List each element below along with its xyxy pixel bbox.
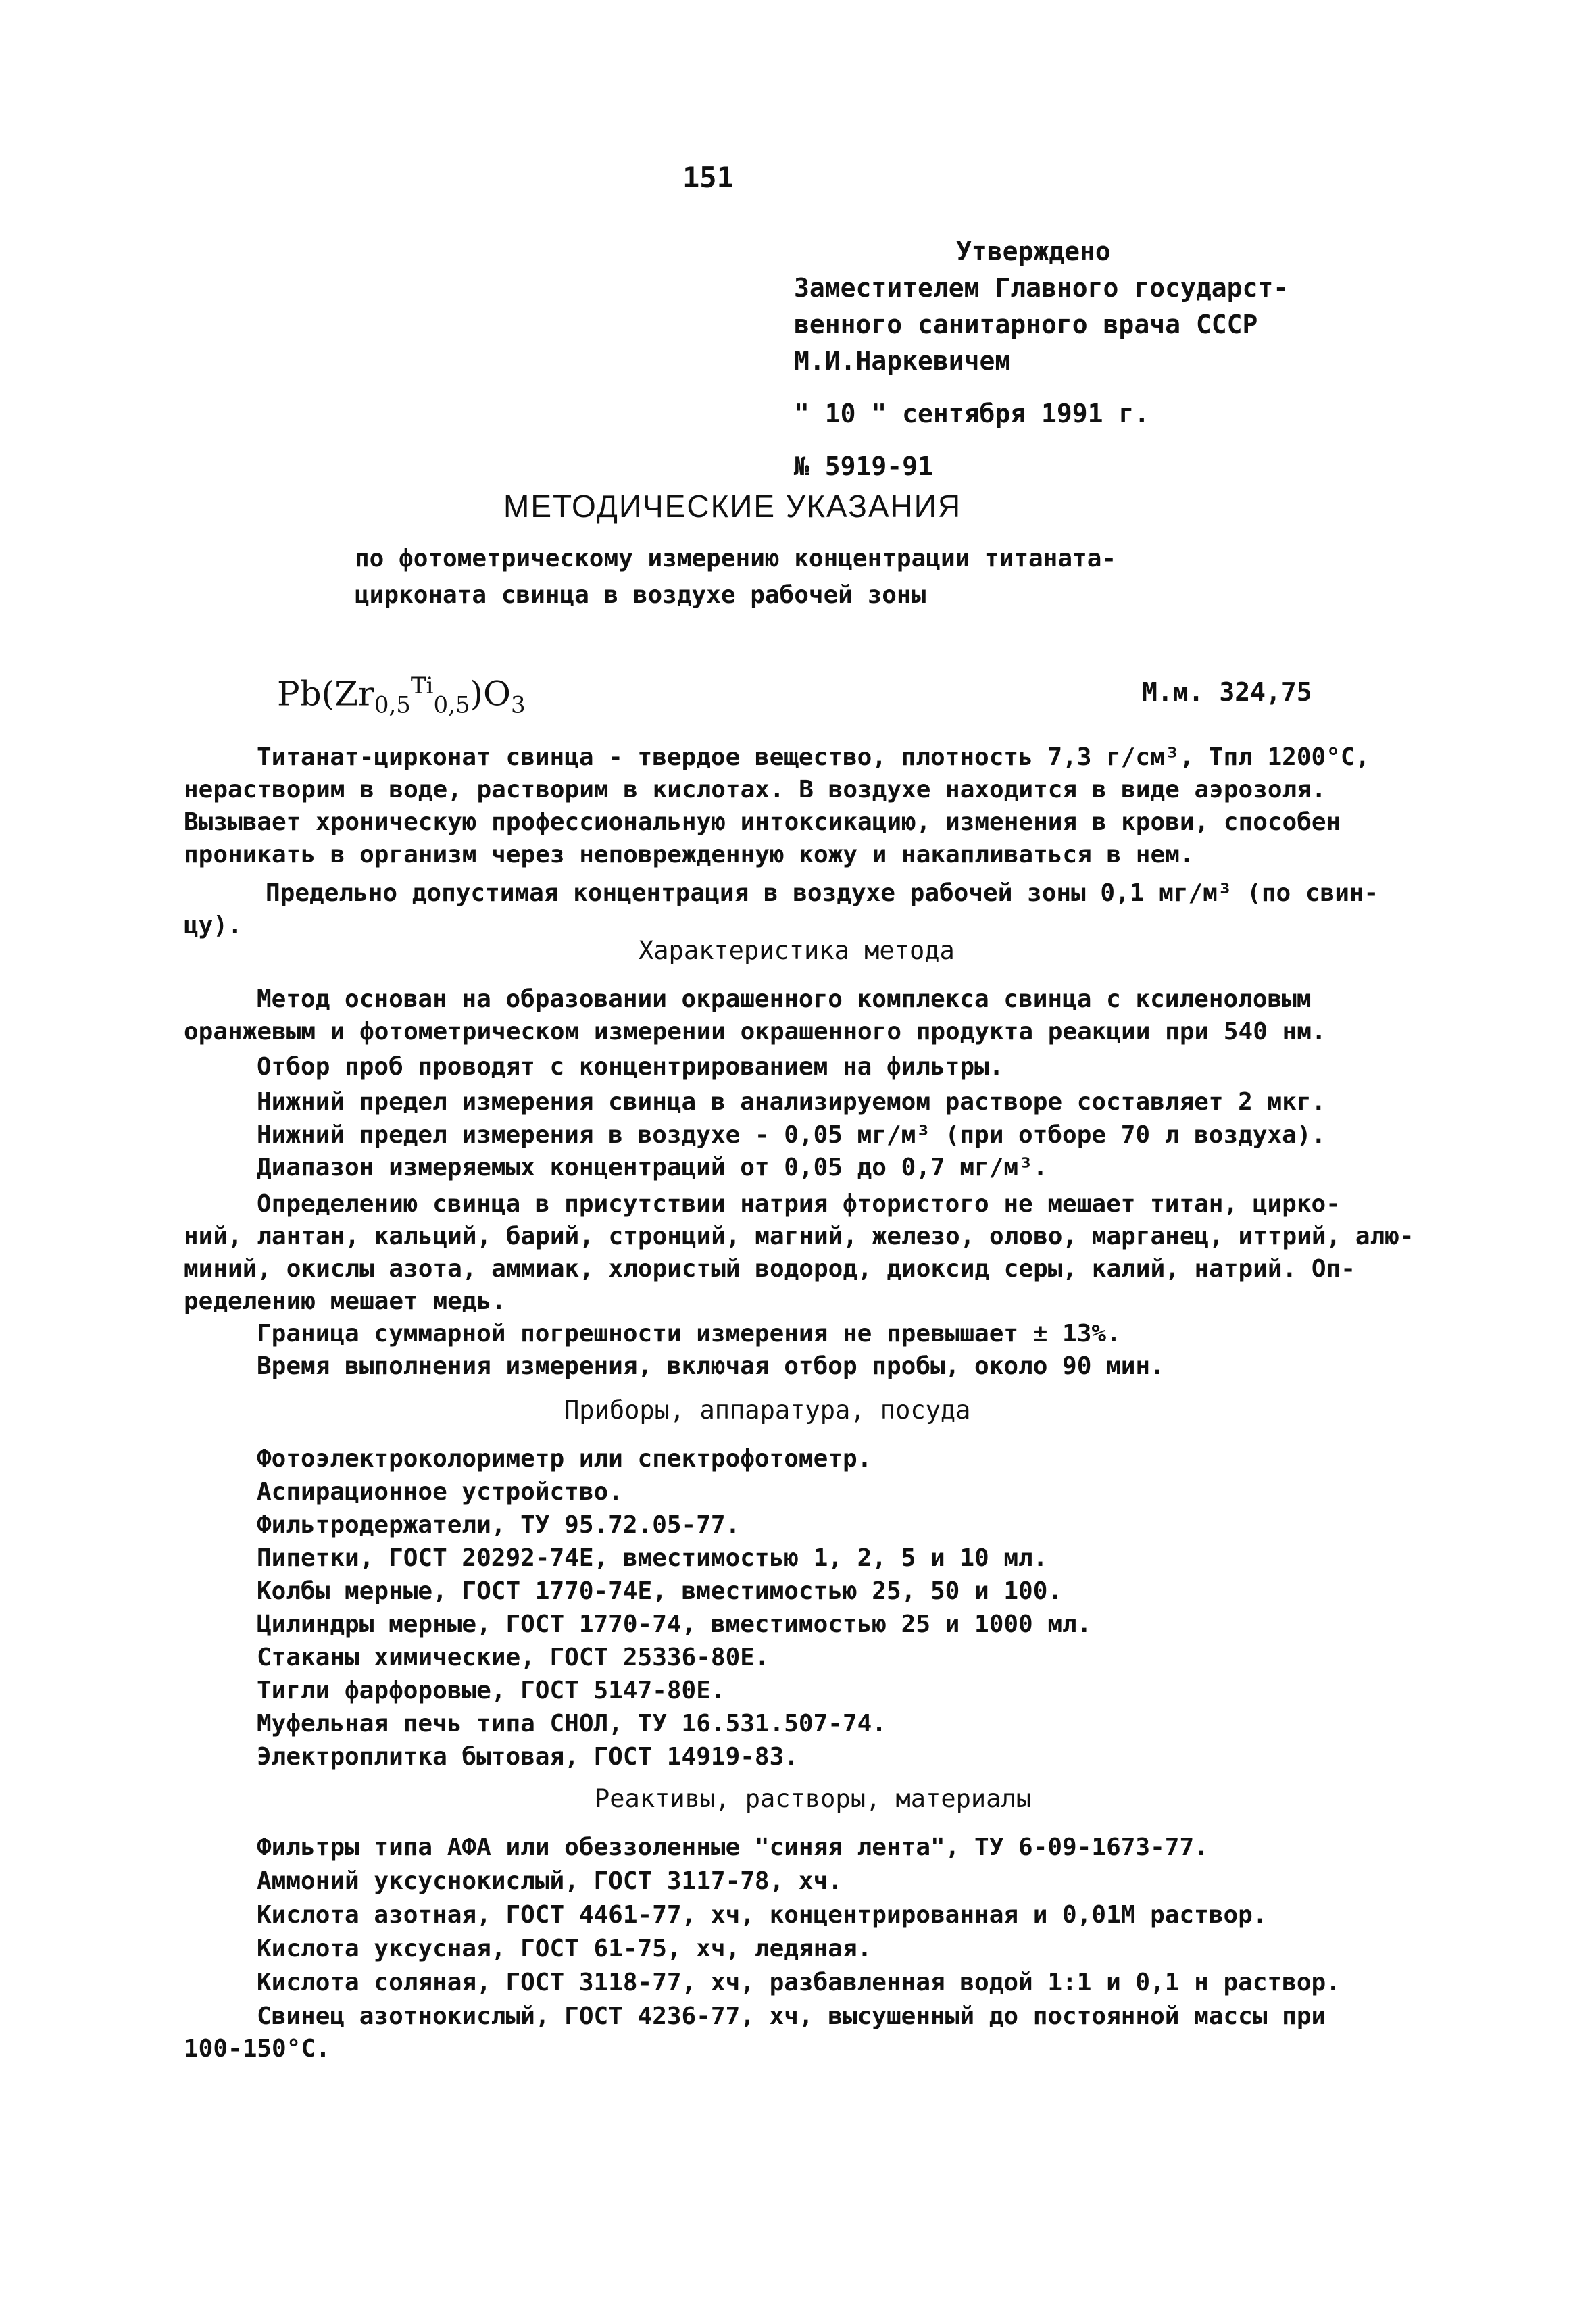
list-item: Фотоэлектроколориметр или спектрофотометр. [257,1445,872,1473]
list-item: Стаканы химические, ГОСТ 25336-80Е. [257,1644,770,1671]
formula-part: )O [470,674,512,714]
section-title: Приборы, аппаратура, посуда [564,1396,971,1425]
text-line: Определению свинца в присутствии натрия фтористого не мешает титан, цирко- [257,1190,1341,1218]
text-line: Титанат-цирконат свинца - твердое вещество, плотность 7,3 г/см³, Тпл 1200°С, [257,743,1370,771]
list-item: Кислота уксусная, ГОСТ 61-75, хч, ледяная. [257,1935,872,1963]
list-item: Колбы мерные, ГОСТ 1770-74Е, вместимостью 25, 50 и 100. [257,1577,1063,1605]
text-line: проникать в организм через неповрежденную кожу и накапливаться в нем. [184,841,1195,868]
text-line: Отбор проб проводят с концентрированием на фильтры. [257,1053,1004,1081]
list-item: Кислота азотная, ГОСТ 4461-77, хч, концентрированная и 0,01М раствор. [257,1901,1268,1929]
text-line: Диапазон измеряемых концентраций от 0,05 до 0,7 мг/м³. [257,1154,1048,1181]
text-line: Нижний предел измерения свинца в анализируемом растворе составляет 2 мкг. [257,1088,1326,1116]
text-line: ределению мешает медь. [184,1287,506,1315]
list-item: Фильтры типа АФА или обеззоленные "синяя лента", ТУ 6-09-1673-77. [257,1833,1209,1861]
section-title: Характеристика метода [639,936,955,965]
text-line: ний, лантан, кальций, барий, стронций, магний, железо, олово, марганец, иттрий, алю- [184,1223,1414,1250]
list-item: Тигли фарфоровые, ГОСТ 5147-80Е. [257,1677,726,1704]
formula-subscript: 0,5 [374,691,411,719]
approval-line: венного санитарного врача СССР [794,310,1258,339]
formula-subscript: 3 [511,691,526,719]
approval-signatory: М.И.Наркевичем [794,346,1011,376]
approval-block [794,233,1289,485]
list-item: Фильтродержатели, ТУ 95.72.05-77. [257,1511,741,1539]
list-item: 100-150°С. [184,2035,330,2063]
text-line: цу). [184,912,243,939]
subtitle-line: цирконата свинца в воздухе рабочей зоны [355,581,926,609]
formula-subscript: 0,5 [433,691,470,719]
list-item: Муфельная печь типа СНОЛ, ТУ 16.531.507-74. [257,1710,887,1738]
document-title: МЕТОДИЧЕСКИЕ УКАЗАНИЯ [503,489,962,524]
list-item: Цилиндры мерные, ГОСТ 1770-74, вместимостью 25 и 1000 мл. [257,1610,1092,1638]
text-line: Предельно допустимая концентрация в воздухе рабочей зоны 0,1 мг/м³ (по свин- [266,879,1379,907]
text-line: Вызывает хроническую профессиональную интоксикацию, изменения в крови, способен [184,808,1341,836]
subtitle-line: по фотометрическому измерению концентрации титаната- [355,545,1117,572]
text-line: нерастворим в воде, растворим в кислотах. В воздухе находится в виде аэрозоля. [184,776,1326,804]
list-item: Кислота соляная, ГОСТ 3118-77, хч, разбавленная водой 1:1 и 0,1 н раствор. [257,1969,1341,1996]
list-item: Свинец азотнокислый, ГОСТ 4236-77, хч, высушенный до постоянной массы при [257,2002,1326,2030]
text-line: Метод основан на образовании окрашенного комплекса свинца с ксиленоловым [257,985,1312,1013]
text-line: оранжевым и фотометрическом измерении окрашенного продукта реакции при 540 нм. [184,1018,1326,1045]
approval-date: " 10 " сентября 1991 г. [794,399,1150,428]
text-line: Время выполнения измерения, включая отбор пробы, около 90 мин. [257,1352,1165,1380]
text-line: миний, окислы азота, аммиак, хлористый водород, диоксид серы, калий, натрий. Оп- [184,1255,1355,1283]
formula-part: Zr [334,674,374,714]
list-item: Пипетки, ГОСТ 20292-74Е, вместимостью 1, 2, 5 и 10 мл. [257,1544,1048,1572]
formula-superscript: Ti [410,672,434,699]
chemical-formula [277,672,526,719]
document-subtitle [355,541,1116,614]
approval-line: Заместителем Главного государст- [794,273,1289,303]
molar-mass: М.м. 324,75 [1142,677,1312,707]
approval-number: № 5919-91 [794,451,933,481]
page-number: 151 [682,161,734,194]
formula-part: Pb( [277,674,335,714]
text-line: Нижний предел измерения в воздухе - 0,05 мг/м³ (при отборе 70 л воздуха). [257,1121,1326,1149]
list-item: Аспирационное устройство. [257,1478,623,1506]
list-item: Аммоний уксуснокислый, ГОСТ 3117-78, хч. [257,1867,843,1895]
approval-heading: Утверждено [956,237,1111,266]
list-item: Электроплитка бытовая, ГОСТ 14919-83. [257,1743,799,1771]
text-line: Граница суммарной погрешности измерения не превышает ± 13%. [257,1320,1121,1348]
section-title: Реактивы, растворы, материалы [595,1784,1032,1813]
